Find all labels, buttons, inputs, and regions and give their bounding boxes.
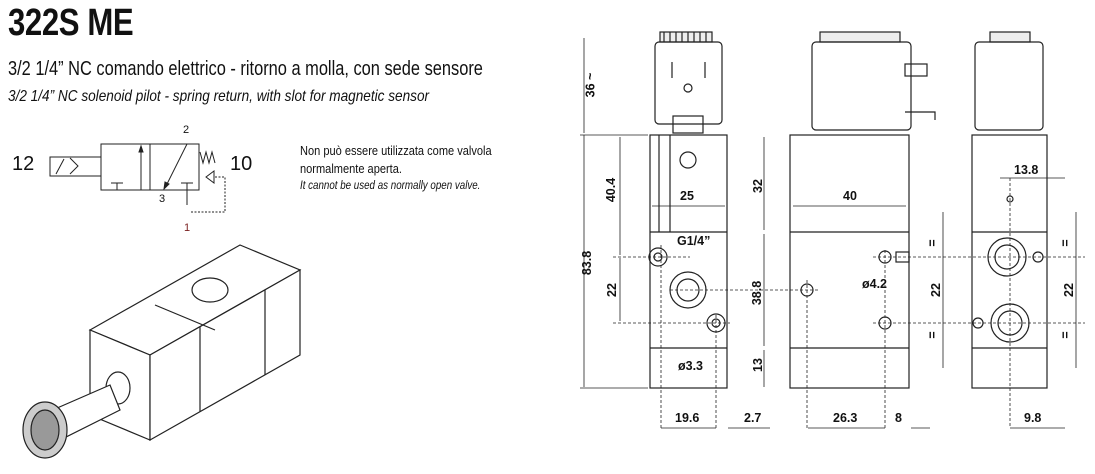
note-english: It cannot be used as normally open valve. [300, 180, 481, 192]
dim-26-3: 26.3 [833, 411, 858, 425]
dim-2-7: 2.7 [744, 411, 762, 425]
dim-13-8: 13.8 [1014, 163, 1039, 177]
dim-hole-4-2: ø4.2 [862, 277, 888, 291]
dim-22-left: 22 [604, 283, 619, 297]
port-label-2: 2 [183, 124, 190, 136]
dim-13: 13 [750, 358, 765, 372]
port-label-1: 1 [184, 222, 191, 234]
dim-22-right: 22 [1061, 283, 1076, 297]
port-label-12: 12 [12, 153, 35, 175]
port-label-3: 3 [159, 193, 166, 205]
dim-coil-height: 36 ~ [583, 72, 598, 98]
note-italian-line2: normalmente aperta. [300, 161, 402, 176]
equal-mark: = [925, 239, 940, 247]
dim-22-mid: 22 [928, 283, 943, 297]
note-italian-line1: Non può essere utilizzata come valvola [300, 143, 492, 158]
product-title: 322S ME [8, 2, 134, 44]
dim-thread: G1/4” [677, 234, 711, 248]
dim-8: 8 [895, 411, 902, 425]
dim-25: 25 [680, 189, 694, 203]
dim-38-8: 38.8 [750, 280, 765, 306]
dim-hole-3-3: ø3.3 [678, 359, 704, 373]
port-label-10: 10 [230, 153, 253, 175]
subtitle-italian: 3/2 1/4” NC comando elettrico - ritorno a molla, con sede sensore [8, 58, 483, 80]
dim-40: 40 [843, 189, 857, 203]
equal-mark: = [1058, 239, 1073, 247]
dim-total-height: 83.8 [580, 250, 595, 276]
dim-19-6: 19.6 [675, 411, 700, 425]
equal-mark: = [1058, 331, 1073, 339]
dim-40-4: 40.4 [604, 177, 619, 203]
dim-9-8: 9.8 [1024, 411, 1042, 425]
subtitle-english: 3/2 1/4” NC solenoid pilot - spring return, with slot for magnetic sensor [8, 88, 430, 105]
equal-mark: = [925, 331, 940, 339]
dim-32: 32 [750, 179, 765, 193]
